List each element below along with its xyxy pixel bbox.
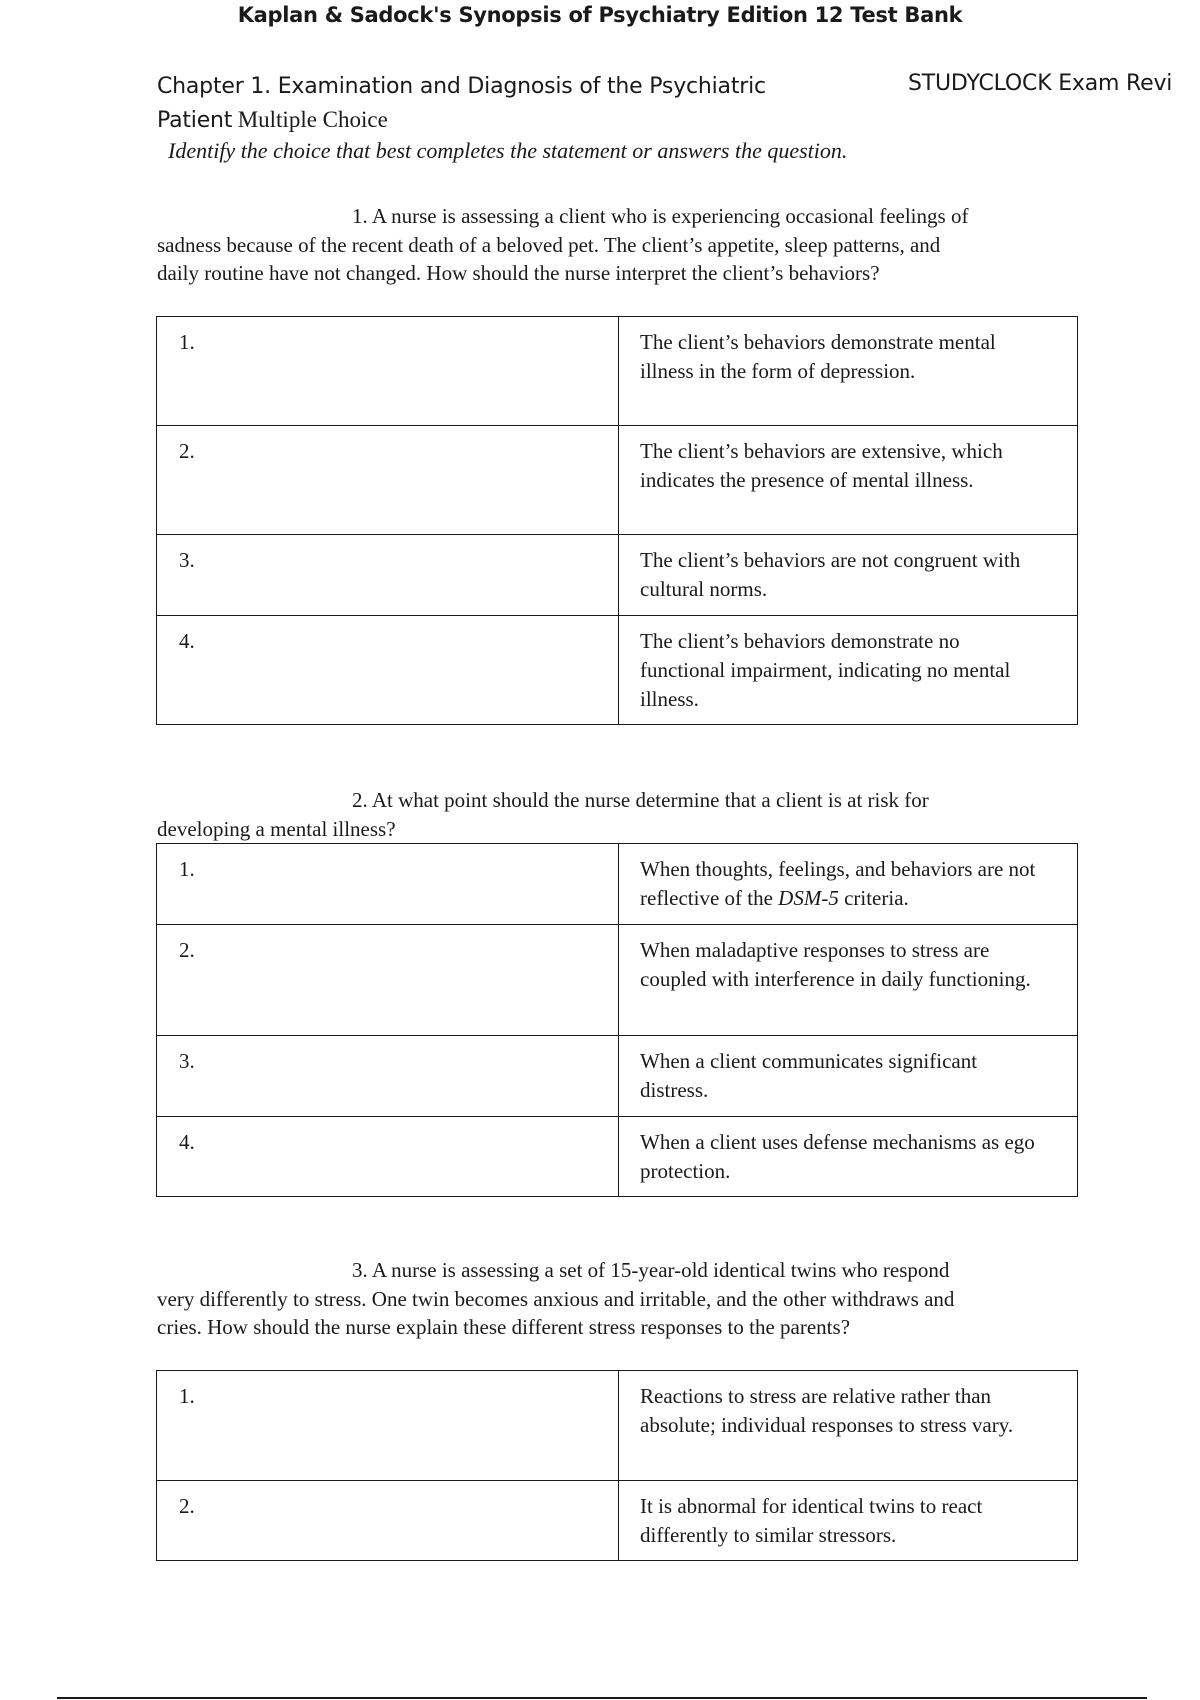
option-number: 1. (157, 844, 619, 925)
option-number: 2. (157, 426, 619, 535)
studyclock-watermark: STUDYCLOCK Exam Revi (908, 71, 1173, 96)
answer-row (157, 1481, 1078, 1561)
chapter-heading-continued (157, 105, 388, 136)
instructions: Identify the choice that best completes the statement or answers the question. (168, 138, 848, 163)
question-stem: 2. At what point should the nurse determine that a client is at risk for developing a mental illness? (157, 788, 929, 841)
answer-row (157, 844, 1078, 925)
option-number: 1. (157, 317, 619, 426)
option-text: Reactions to stress are relative rather than absolute; individual responses to stress vary. (619, 1371, 1078, 1481)
option-text: When maladaptive responses to stress are coupled with interference in daily functioning. (619, 925, 1078, 1036)
question-stem: 3. A nurse is assessing a set of 15-year-old identical twins who respond very differently to stress. One twin becomes anxious and irritable, and the other withdraws and cries. How should the nurse explain these different stress responses to the parents? (157, 1258, 955, 1339)
answer-row (157, 1036, 1078, 1117)
option-text: The client’s behaviors are extensive, which indicates the presence of mental illness. (619, 426, 1078, 535)
option-text: When a client uses defense mechanisms as ego protection. (619, 1117, 1078, 1197)
section-label: Multiple Choice (237, 107, 388, 132)
question-stem: 1. A nurse is assessing a client who is experiencing occasional feelings of sadness because of the recent death of a beloved pet. The client’s appetite, sleep patterns, and daily routine have not changed. How should the nurse interpret the client’s behaviors? (157, 204, 969, 285)
option-number: 2. (157, 925, 619, 1036)
option-text-part: criteria. (838, 886, 909, 910)
option-text: The client’s behaviors are not congruent with cultural norms. (619, 535, 1078, 616)
answer-row (157, 616, 1078, 725)
dsm-5-emphasis: DSM-5 (778, 886, 839, 910)
chapter-heading: Chapter 1. Examination and Diagnosis of the Psychiatric (157, 74, 766, 99)
option-number: 2. (157, 1481, 619, 1561)
document-title: Kaplan & Sadock's Synopsis of Psychiatry Edition 12 Test Bank (237, 3, 963, 27)
answer-table (156, 843, 1078, 1197)
answer-table (156, 316, 1078, 725)
option-number: 4. (157, 1117, 619, 1197)
option-text: When a client communicates significant distress. (619, 1036, 1078, 1117)
option-text: The client’s behaviors demonstrate mental illness in the form of depression. (619, 317, 1078, 426)
answer-row (157, 317, 1078, 426)
option-number: 3. (157, 535, 619, 616)
option-number: 4. (157, 616, 619, 725)
option-text (619, 844, 1078, 925)
page-bottom-rule (57, 1697, 1147, 1699)
option-number: 1. (157, 1371, 619, 1481)
option-text: It is abnormal for identical twins to react differently to similar stressors. (619, 1481, 1078, 1561)
option-number: 3. (157, 1036, 619, 1117)
option-text-part: When thoughts, feelings, and behaviors are not reflective of the (640, 857, 1036, 910)
answer-row (157, 535, 1078, 616)
option-text: The client’s behaviors demonstrate no functional impairment, indicating no mental illness. (619, 616, 1078, 725)
answer-row (157, 925, 1078, 1036)
answer-row (157, 1117, 1078, 1197)
answer-table (156, 1370, 1078, 1561)
answer-row (157, 1371, 1078, 1481)
chapter-heading-cont: Patient (157, 108, 233, 133)
answer-row (157, 426, 1078, 535)
